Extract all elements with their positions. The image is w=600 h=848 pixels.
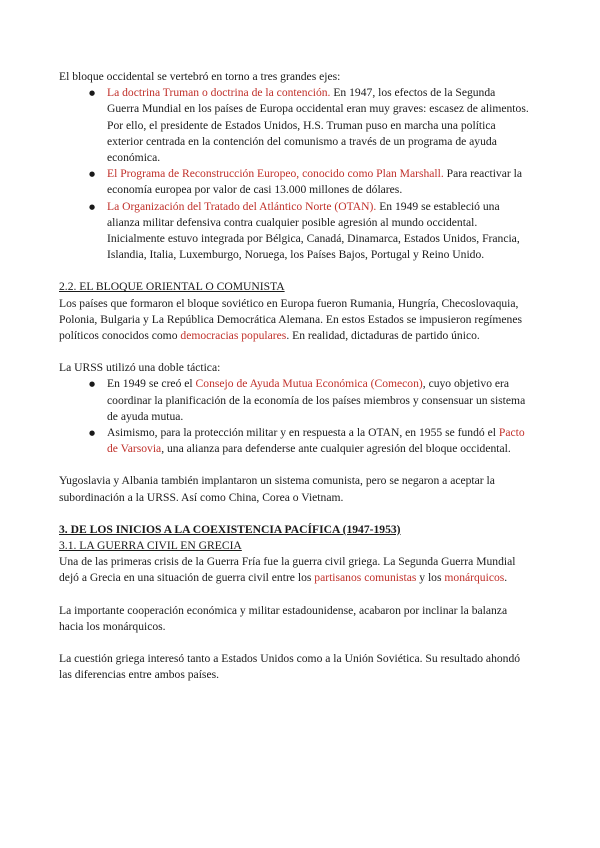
highlight-text: Consejo de Ayuda Mutua Económica (Comecon) xyxy=(195,377,423,391)
paragraph: La importante cooperación económica y militar estadounidense, acabaron por inclinar la balanza hacia los monárquicos. xyxy=(59,603,508,633)
item-text: Para reactivar la economía europea por valor de casi 13.000 millones de dólares. xyxy=(107,167,522,197)
paragraph: La cuestión griega interesó tanto a Estados Unidos como a la Unión Soviética. Su resultado ahondó las diferencias entre ambos países. xyxy=(59,652,521,682)
urss-list xyxy=(59,376,529,457)
text-run: , una alianza para defenderse ante cualquier agresión del bloque occidental. xyxy=(161,442,511,456)
text-run: , cuyo objetivo era coordinar la planificación de la economía de los países miembros y consensuar un sistema de ayuda mutua. xyxy=(107,377,526,423)
text-run: Asimismo, para la protección militar y en respuesta a la OTAN, en 1955 se fundó el xyxy=(107,426,499,440)
highlight-text: Pacto de Varsovia xyxy=(107,426,525,456)
text-run: . xyxy=(504,571,508,585)
section-heading-2-2: 2.2. EL BLOQUE ORIENTAL O COMUNISTA xyxy=(59,280,285,294)
text-run: . En realidad, dictaduras de partido único. xyxy=(286,329,480,343)
list-item xyxy=(59,425,529,457)
paragraph xyxy=(59,296,529,345)
paragraph: Yugoslavia y Albania también implantaron un sistema comunista, pero se negaron a aceptar la subordinación a la URSS. Así como China, Corea o Vietnam. xyxy=(59,474,495,504)
section-heading-3: 3. DE LOS INICIOS A LA COEXISTENCIA PACÍFICA (1947-1953) xyxy=(59,522,401,536)
item-text: En 1949 se estableció una alianza militar defensiva contra cualquier posible agresión al mundo occidental. Inicialmente estuvo integrada por Bélgica, Canadá, Dinamarca, Estados Unidos, Francia, Islandia, Italia, Luxemburgo, Noruega, los Países Bajos, Portugal y Reino Unido. xyxy=(107,199,520,262)
text-run: Una de las primeras crisis de la Guerra Fría fue la guerra civil griega. La Segunda Guerra Mundial dejó a Grecia en una situación de guerra civil entre los xyxy=(59,555,516,585)
text-run: En 1949 se creó el xyxy=(107,377,196,391)
highlight-text: La Organización del Tratado del Atlántico Norte (OTAN). xyxy=(107,199,377,213)
highlight-text: El Programa de Reconstrucción Europeo, conocido como Plan Marshall. xyxy=(107,167,444,181)
list-item xyxy=(59,166,529,198)
intro-paragraph: El bloque occidental se vertebró en torno a tres grandes ejes: xyxy=(59,70,341,83)
highlight-text: democracias populares xyxy=(180,329,287,343)
highlight-text: La doctrina Truman o doctrina de la contención. xyxy=(107,86,331,100)
ejes-list xyxy=(59,85,529,263)
document-body xyxy=(59,69,529,684)
list-item xyxy=(59,199,529,264)
text-run: Los países que formaron el bloque soviético en Europa fueron Rumania, Hungría, Checoslovaquia, Polonia, Bulgaria y La República Democrática Alemana. En estos Estados se impusieron regímenes políticos conocidos como xyxy=(59,296,522,343)
text-run: y los xyxy=(416,571,445,585)
list-item xyxy=(59,85,529,166)
list-item xyxy=(59,376,529,425)
highlight-text: partisanos comunistas xyxy=(314,571,417,585)
subsection-heading-3-1: 3.1. LA GUERRA CIVIL EN GRECIA xyxy=(59,539,242,553)
item-text: En 1947, los efectos de la Segunda Guerra Mundial en los países de Europa occidental eran muy graves: escasez de alimentos. Por ello, el presidente de Estados Unidos, H.S. Truman puso en marcha una política exterior centrada en la contención del comunismo a través de un programa de ayuda económica. xyxy=(107,86,529,165)
paragraph: La URSS utilizó una doble táctica: xyxy=(59,361,221,375)
paragraph xyxy=(59,554,529,586)
highlight-text: monárquicos xyxy=(444,571,505,585)
